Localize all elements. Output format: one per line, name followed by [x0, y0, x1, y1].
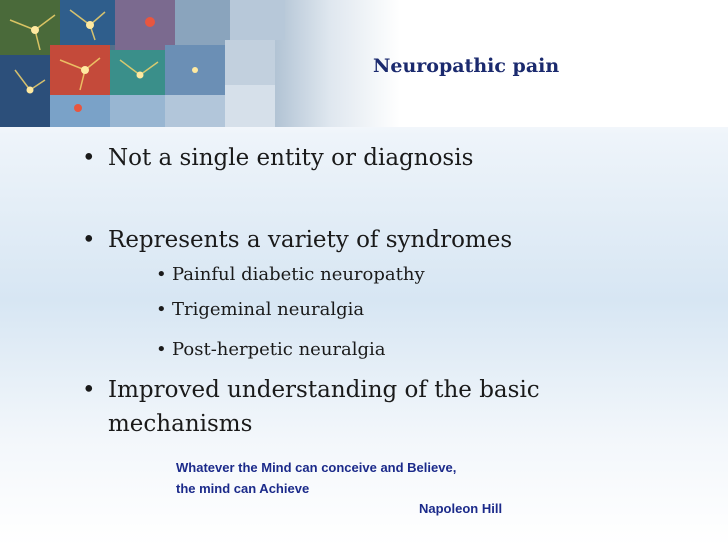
sub-bullet-text: Trigeminal neuralgia [172, 299, 365, 320]
bullet-text: Not a single entity or diagnosis [108, 145, 474, 171]
bullet-text: Represents a variety of syndromes [108, 227, 513, 253]
bullet-dot: • [82, 145, 96, 171]
bullet-text: Improved understanding of the basic [108, 377, 540, 403]
sub-bullet-dot: • [156, 264, 167, 285]
sub-bullet-text: Painful diabetic neuropathy [172, 264, 425, 285]
sub-bullet-dot: • [156, 299, 167, 320]
quote-author: Napoleon Hill [419, 501, 503, 516]
quote-line-2: the mind can Achieve [176, 481, 310, 496]
bullet-text: mechanisms [108, 411, 253, 437]
bullet-dot: • [82, 377, 96, 403]
sub-bullet-text: Post-herpetic neuralgia [172, 339, 386, 360]
bullet-dot: • [82, 227, 96, 253]
quote-line-1: Whatever the Mind can conceive and Believe, [176, 460, 457, 475]
neuron-collage-image [0, 0, 330, 127]
slide-title: Neuropathic pain [373, 55, 560, 77]
sub-bullet-dot: • [156, 339, 167, 360]
